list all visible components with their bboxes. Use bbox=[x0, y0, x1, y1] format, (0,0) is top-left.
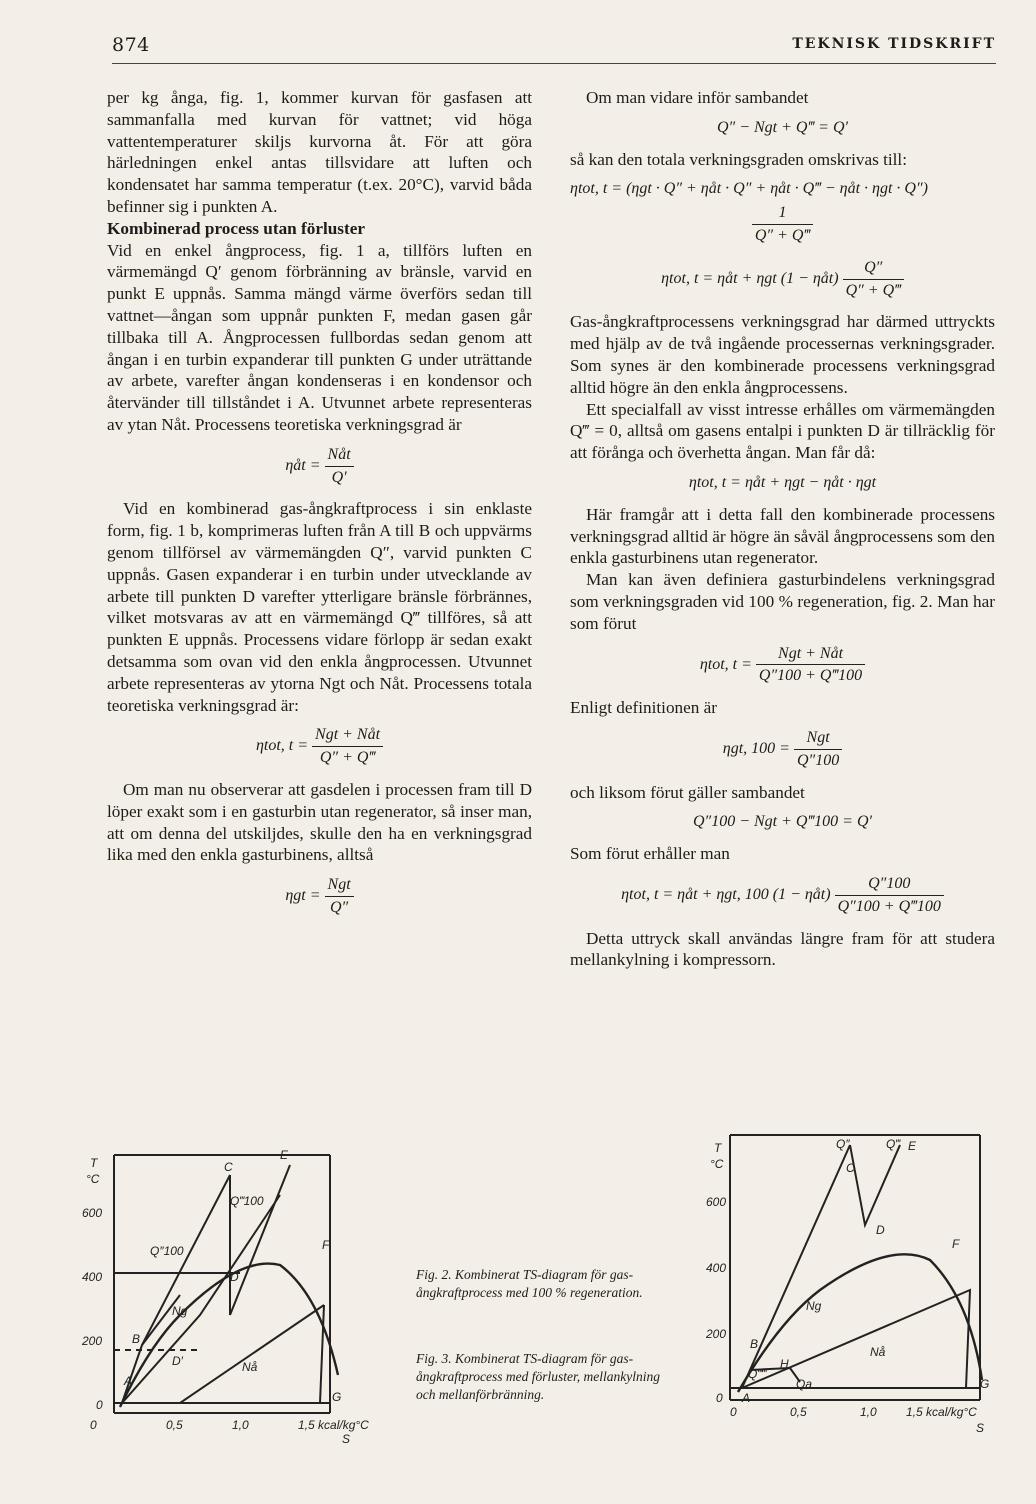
fraction bbox=[843, 257, 904, 302]
quantity-label: Q‴‴ bbox=[748, 1367, 766, 1381]
axis-label-s: S bbox=[342, 1432, 351, 1446]
compression-line bbox=[742, 1145, 850, 1388]
point-label: D′ bbox=[172, 1354, 183, 1368]
figure-caption-2: Fig. 2. Kombinerat TS-diagram för gas-ångkraftprocess med 100 % regeneration. bbox=[416, 1267, 643, 1300]
equation bbox=[107, 724, 532, 769]
page-header bbox=[112, 34, 996, 64]
paragraph: Vid en kombinerad gas-ångkraftprocess i sin enklaste form, fig. 1 b, komprimeras luften från A till B och uppvärms genom tillförsel av värmemängden Q″, varvid punkten C uppnås. Gasen expanderar i en turbin under utvecklande av arbete till punkten D varefter ytterligare bränsle förbrännes, vilket motsvaras av att en värmemängd Q‴ tillföres, så att punkten E uppnås. Processens vidare förlopp är sedan exakt detsamma som ovan vid den enkla ångprocessen. Utvunnet arbete representeras av ytorna Ngt och Nåt. Processens totala teoretiska verkningsgrad är: bbox=[107, 499, 532, 715]
y-tick: 600 bbox=[82, 1206, 103, 1220]
x-tick: 1,5 kcal/kg°C bbox=[906, 1405, 977, 1419]
equation-lhs: ηgt = bbox=[285, 887, 321, 905]
quantity-label: Q″ bbox=[836, 1137, 850, 1151]
x-tick: 0 bbox=[730, 1405, 737, 1419]
line-a-f bbox=[180, 1305, 324, 1403]
denominator: Q″ + Q‴ bbox=[754, 226, 811, 244]
equation bbox=[570, 202, 995, 247]
equation bbox=[107, 444, 532, 489]
equation-lhs: ηtot, t = bbox=[255, 737, 309, 755]
axis-label-c: °C bbox=[86, 1172, 100, 1186]
y-tick: 600 bbox=[706, 1195, 727, 1209]
x-tick: 1,0 bbox=[232, 1418, 249, 1432]
equation: ηtot, t = (ηgt · Q″ + ηåt · Q″ + ηåt · Q‴ − ηåt · ηgt · Q″) bbox=[570, 180, 928, 198]
x-tick: 1,0 bbox=[860, 1405, 877, 1419]
denominator: Q″100 + Q‴100 bbox=[837, 897, 941, 915]
line-a-f-g bbox=[742, 1290, 970, 1388]
equation-lhs: ηtot, t = ηåt + ηgt, 100 (1 − ηåt) bbox=[621, 885, 831, 903]
equation bbox=[570, 257, 995, 302]
numerator: Q″100 bbox=[835, 873, 944, 896]
point-label: D bbox=[230, 1270, 239, 1284]
journal-title: TEKNISK TIDSKRIFT bbox=[792, 36, 996, 52]
paragraph: per kg ånga, fig. 1, kommer kurvan för gasfasen att sammanfalla med kurvan för vattnet; vid höga vattentemperaturer skiljs kurvorna åt. För att göra härledningen enkel antas tillsvidare att luften och kondensatet har samma temperatur (t.ex. 20°C), varvid båda befinner sig i punkten A. bbox=[107, 88, 532, 216]
y-tick: 400 bbox=[82, 1270, 103, 1284]
fraction bbox=[312, 724, 383, 769]
point-label: G bbox=[332, 1390, 342, 1404]
equation bbox=[570, 643, 995, 688]
point-label: B bbox=[750, 1337, 759, 1351]
point-label: G bbox=[980, 1377, 990, 1391]
denominator: Q″100 bbox=[796, 751, 840, 769]
fraction bbox=[325, 874, 354, 919]
point-label: F bbox=[322, 1238, 330, 1252]
axis-label-t: T bbox=[714, 1141, 722, 1155]
equation: Q″100 − Ngt + Q‴100 = Q′ bbox=[692, 813, 873, 831]
denominator: Q″100 + Q‴100 bbox=[758, 667, 863, 685]
point-label: C bbox=[846, 1161, 855, 1175]
point-label: E bbox=[280, 1148, 289, 1162]
paragraph: Detta uttryck skall användas längre fram för att studera mellankylning i kompressorn. bbox=[570, 928, 995, 970]
point-label: C bbox=[224, 1160, 233, 1174]
equation bbox=[570, 727, 995, 772]
area-label: Nå bbox=[870, 1345, 886, 1359]
numerator: 1 bbox=[752, 202, 813, 225]
saturation-curve bbox=[738, 1254, 982, 1392]
numerator: Ngt + Nåt bbox=[756, 643, 865, 666]
fig2-ts-diagram bbox=[80, 1145, 400, 1450]
fraction bbox=[794, 727, 842, 772]
quantity-label: Q″100 bbox=[150, 1244, 184, 1258]
y-tick: 0 bbox=[716, 1391, 723, 1405]
left-column bbox=[107, 87, 532, 929]
equation-lhs: ηåt = bbox=[285, 456, 321, 474]
paragraph: Vid en enkel ångprocess, fig. 1 a, tillförs luften en värmemängd Q′ genom förbränning av bränsle, varvid en punkt E uppnås. Samma mängd värme överförs sedan till vattnet—ångan som uppnår punkten F, medan gasen går tillbaka till A. Ångprocessen fullbordas sedan genom att ångan i en turbin expanderar till punkten G under uträttande av arbete, varefter ångan kondenseras i en kondensor och återvänder till tillståndet i A. Utvunnet arbete representeras av ytan Nåt. Processens teoretiska verkningsgrad är bbox=[107, 240, 532, 434]
equation-lhs: ηtot, t = bbox=[699, 655, 752, 673]
numerator: Ngt bbox=[794, 727, 842, 750]
area-label: Ng bbox=[172, 1304, 188, 1318]
fig3-ts-diagram bbox=[690, 1130, 1010, 1460]
page-number: 874 bbox=[112, 34, 150, 56]
x-tick: 0,5 bbox=[166, 1418, 183, 1432]
equation bbox=[570, 873, 995, 918]
area-label: Nå bbox=[242, 1360, 258, 1374]
axis-label-c: °C bbox=[710, 1157, 724, 1171]
equation: Q″ − Ngt + Q‴ = Q′ bbox=[716, 118, 849, 136]
point-label: D bbox=[876, 1223, 885, 1237]
fraction bbox=[835, 873, 944, 918]
fraction bbox=[752, 202, 813, 247]
denominator: Q″ bbox=[329, 898, 349, 916]
x-tick: 1,5 kcal/kg°C bbox=[298, 1418, 369, 1432]
right-column bbox=[570, 87, 995, 971]
paragraph: Enligt definitionen är bbox=[570, 698, 718, 718]
quantity-label: Qa bbox=[796, 1377, 813, 1391]
paragraph: Om man nu observerar att gasdelen i processen fram till D löper exakt som i en gasturbin utan regenerator, så inser man, att om denna del utskiljdes, skulle den ha en verkningsgrad lika med den enkla gasturbinens, alltså bbox=[107, 779, 532, 865]
numerator: Nåt bbox=[325, 444, 354, 467]
x-tick: 0 bbox=[90, 1418, 97, 1432]
axis-label-s: S bbox=[976, 1421, 985, 1435]
denominator: Q″ + Q‴ bbox=[319, 749, 376, 767]
point-label: A bbox=[124, 1374, 133, 1388]
y-tick: 200 bbox=[82, 1334, 103, 1348]
numerator: Ngt bbox=[325, 874, 354, 897]
point-label: F bbox=[952, 1237, 960, 1251]
point-label: E bbox=[908, 1139, 917, 1153]
x-tick: 0,5 bbox=[790, 1405, 807, 1419]
paragraph: så kan den totala verkningsgraden omskrivas till: bbox=[570, 149, 907, 169]
denominator: Q′ bbox=[331, 468, 347, 486]
y-tick: 0 bbox=[96, 1398, 103, 1412]
area-label: Ng bbox=[806, 1299, 822, 1313]
paragraph: Gas-ångkraftprocessens verkningsgrad har därmed uttryckts med hjälp av de två ingående processernas verkningsgrader. Som synes är den kombinerade processens verkningsgrad alltid högre än den enkla ångprocessens. bbox=[570, 312, 995, 397]
paragraph: Här framgår att i detta fall den kombinerade processens verkningsgrad alltid är högre än såväl ångprocessens som den enkla gasturbinens utan regenerator. bbox=[570, 504, 995, 568]
equation-lhs: ηgt, 100 = bbox=[722, 739, 790, 757]
paragraph: Som förut erhåller man bbox=[570, 844, 730, 864]
quantity-label: Q‴ bbox=[886, 1137, 900, 1151]
figure-caption-3: Fig. 3. Kombinerat TS-diagram för gas-ångkraftprocess med förluster, mellankylning och mellanförbränning. bbox=[416, 1351, 660, 1402]
compression-line bbox=[122, 1175, 230, 1403]
axis-label-t: T bbox=[90, 1156, 98, 1170]
numerator: Ngt + Nåt bbox=[312, 724, 383, 747]
paragraph: och liksom förut gäller sambandet bbox=[570, 782, 805, 802]
header-rule bbox=[112, 63, 996, 64]
numerator: Q″ bbox=[843, 257, 904, 280]
quantity-label: Q‴100 bbox=[230, 1194, 264, 1208]
paragraph: Om man vidare inför sambandet bbox=[586, 88, 809, 107]
point-label: A bbox=[742, 1391, 751, 1405]
paragraph: Ett specialfall av visst intresse erhålles om värmemängden Q‴ = 0, alltså om gasens entalpi i punkten D är tillräcklig för att förånga och överhetta ångan. Man får då: bbox=[570, 399, 995, 463]
point-label: B bbox=[132, 1332, 141, 1346]
point-label: H bbox=[780, 1357, 789, 1371]
line-c-d-e bbox=[850, 1145, 900, 1225]
paragraph: Man kan även definiera gasturbindelens verkningsgrad som verkningsgraden vid 100 % regeneration, fig. 2. Man har som förut bbox=[570, 570, 995, 633]
section-heading: Kombinerad process utan förluster bbox=[107, 218, 365, 238]
equation bbox=[107, 874, 532, 919]
fraction bbox=[756, 643, 865, 688]
fraction bbox=[325, 444, 354, 489]
equation-lhs: ηtot, t = ηåt + ηgt (1 − ηåt) bbox=[661, 269, 839, 287]
line-d-e bbox=[230, 1165, 290, 1315]
equation: ηtot, t = ηåt + ηgt − ηåt · ηgt bbox=[688, 473, 877, 491]
y-tick: 400 bbox=[706, 1261, 727, 1275]
denominator: Q″ + Q‴ bbox=[845, 281, 901, 299]
y-tick: 200 bbox=[706, 1327, 727, 1341]
